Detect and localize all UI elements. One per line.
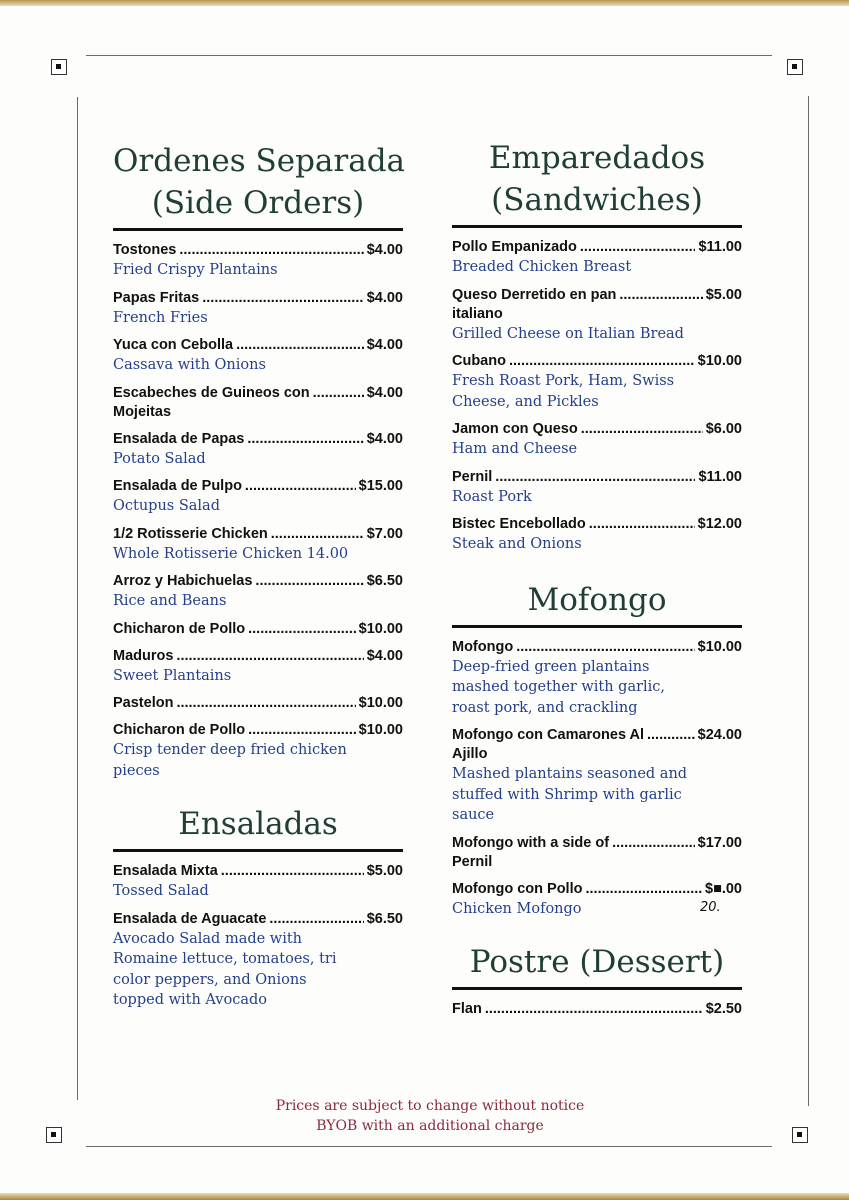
menu-item-name: Flan <box>452 1001 482 1017</box>
section-postre-dessert <box>452 941 742 1019</box>
dot-leader <box>221 862 364 881</box>
menu-item-price: $10.00 <box>358 695 403 711</box>
menu-item-description: Deep-fried green plantains mashed together with garlic, roast pork, and crackling <box>452 658 666 716</box>
corner-top-left <box>51 59 67 75</box>
menu-item-name: Ensalada de Aguacate <box>113 910 267 927</box>
menu-item-name: Tostones <box>113 242 177 258</box>
menu-item-description: Chicken Mofongo <box>452 900 582 917</box>
frame-top <box>86 55 772 56</box>
section-subtitle: (Side Orders) <box>151 185 365 221</box>
menu-item <box>113 721 403 781</box>
menu-item-line <box>113 241 403 260</box>
section-mofongo <box>452 579 742 920</box>
menu-item-name-continued: Ajillo <box>452 746 488 762</box>
menu-item <box>452 352 742 412</box>
handwritten-note: 20. <box>700 900 721 915</box>
menu-item-name: Ensalada Mixta <box>113 863 218 879</box>
menu-item-line <box>452 880 742 899</box>
menu-item-description: Tossed Salad <box>113 883 209 899</box>
menu-item-line <box>452 286 742 305</box>
menu-item-price: $7.00 <box>366 525 403 542</box>
menu-item-description: Potato Salad <box>113 450 206 467</box>
menu-item-price: $6.50 <box>366 573 403 589</box>
menu-item-price: $■.00 <box>705 880 742 897</box>
section-title: Emparedados <box>488 140 706 176</box>
menu-item-price: $17.00 <box>697 834 742 851</box>
menu-item-price: $15.00 <box>358 478 403 494</box>
menu-item-price: $12.00 <box>697 516 742 532</box>
section-rule <box>452 987 742 990</box>
dot-leader <box>612 834 695 853</box>
section-ordenes-separada <box>113 140 406 781</box>
section-rule <box>113 849 403 852</box>
menu-item-price: $5.00 <box>705 286 742 303</box>
menu-item-name: Chicharon de Pollo <box>113 722 246 738</box>
menu-item-name: Jamon con Queso <box>452 421 578 437</box>
menu-item-description: Grilled Cheese on Italian Bread <box>452 325 684 342</box>
page-edge-bottom <box>0 1193 849 1200</box>
menu-item-name: Pollo Empanizado <box>452 239 577 255</box>
menu-item-line <box>113 477 403 496</box>
menu-item-price: $2.50 <box>705 1001 742 1017</box>
menu-item-description: Ham and Cheese <box>452 441 578 457</box>
dot-leader <box>313 384 364 403</box>
dot-leader <box>236 336 364 355</box>
dot-leader <box>589 515 695 534</box>
dot-leader <box>255 572 363 591</box>
menu-item <box>113 862 403 902</box>
menu-item <box>113 477 403 517</box>
corner-top-right <box>787 59 803 75</box>
frame-bottom <box>86 1146 772 1147</box>
menu-item-line <box>113 694 403 713</box>
menu-item-description: Breaded Chicken Breast <box>452 259 632 275</box>
menu-item-description: Rice and Beans <box>113 593 227 609</box>
left-column <box>113 140 406 1019</box>
menu-item-name: Arroz y Habichuelas <box>113 573 253 589</box>
section-ensaladas <box>113 803 403 1011</box>
frame-right <box>808 96 809 1106</box>
menu-item-description: French Fries <box>113 309 208 326</box>
menu-item-name: Queso Derretido en pan <box>452 286 617 303</box>
menu-item-price: $10.00 <box>358 722 403 738</box>
menu-item-price: $10.00 <box>697 353 742 369</box>
menu-footer <box>210 1096 650 1136</box>
menu-item <box>452 834 742 872</box>
menu-item-line <box>452 420 742 439</box>
dot-leader <box>271 525 364 544</box>
dot-leader <box>516 638 694 657</box>
menu-item-price: $5.00 <box>366 863 403 879</box>
dot-leader <box>176 694 355 713</box>
menu-item-line <box>452 352 742 371</box>
menu-item-line <box>113 910 403 929</box>
menu-item-price: $4.00 <box>366 430 403 447</box>
menu-item-name: Mofongo with a side of <box>452 834 610 851</box>
menu-item-price: $11.00 <box>698 239 742 255</box>
menu-item-description: Crisp tender deep fried chicken pieces <box>113 742 347 779</box>
menu-item-name: Pernil <box>452 468 493 485</box>
menu-item <box>113 694 403 713</box>
menu-item-line <box>452 238 742 257</box>
menu-item <box>113 430 403 470</box>
menu-item-description: Mashed plantains seasoned and stuffed with Shrimp with garlic sauce <box>452 766 688 823</box>
section-title: Ensaladas <box>178 806 338 842</box>
dot-leader <box>269 910 363 929</box>
menu-item <box>113 620 403 639</box>
menu-item <box>113 336 403 376</box>
menu-item-price: $4.00 <box>366 337 403 353</box>
menu-item-line <box>113 620 403 639</box>
menu-item-name: Chicharon de Pollo <box>113 620 246 637</box>
section-subtitle: (Sandwiches) <box>491 182 703 218</box>
footer-price-notice: Prices are subject to change without notice <box>275 1098 585 1114</box>
menu-item-name: Yuca con Cebolla <box>113 337 234 353</box>
menu-item-name: Ensalada de Papas <box>113 430 245 447</box>
menu-item-description: Whole Rotisserie Chicken 14.00 <box>113 545 349 562</box>
page-edge-top <box>0 0 849 6</box>
menu-item-line <box>452 834 742 853</box>
menu-item-description: Sweet Plantains <box>113 667 232 684</box>
menu-item-line <box>113 430 403 449</box>
menu-item-name-continued: italiano <box>452 305 503 322</box>
menu-item-name: Escabeches de Guineos con <box>113 384 310 401</box>
menu-item-price: $6.00 <box>705 421 742 437</box>
menu-item-line <box>113 525 403 544</box>
corner-bottom-right <box>792 1127 808 1143</box>
dot-leader <box>647 726 695 745</box>
menu-item-description: Fresh Roast Pork, Ham, Swiss Cheese, and Pickles <box>452 373 675 410</box>
dot-leader <box>509 352 695 371</box>
dot-leader <box>176 647 363 666</box>
menu-item <box>452 238 742 278</box>
frame-left <box>77 97 78 1100</box>
menu-item-line <box>113 721 403 740</box>
menu-item-description: Avocado Salad made with Romaine lettuce, tomatoes, tri color peppers, and Onions topped with Avocado <box>113 930 337 1008</box>
dot-leader <box>580 238 696 257</box>
menu-item-price: $10.00 <box>697 638 742 655</box>
menu-item-name: Maduros <box>113 647 174 664</box>
menu-item <box>452 286 742 345</box>
menu-item <box>113 384 403 422</box>
section-title: Postre (Dessert) <box>469 944 725 980</box>
menu-item <box>452 515 742 555</box>
dot-leader <box>248 620 356 639</box>
menu-item-name: Mofongo <box>452 638 514 655</box>
section-title: Ordenes Separada <box>113 143 406 179</box>
menu-item-name: Mofongo con Camarones Al <box>452 727 644 743</box>
footer-byob-notice: BYOB with an additional charge <box>316 1118 544 1134</box>
dot-leader <box>581 420 703 439</box>
menu-item-line <box>452 468 742 487</box>
menu-item-line <box>113 384 403 403</box>
dot-leader <box>485 1000 703 1019</box>
menu-item-name-continued: Mojeitas <box>113 403 172 420</box>
menu-item-line <box>452 726 742 745</box>
section-rule <box>452 625 742 628</box>
menu-item-price: $4.00 <box>366 647 403 664</box>
menu-item <box>113 241 403 281</box>
menu-item-name: Bistec Encebollado <box>452 516 586 532</box>
dot-leader <box>247 430 363 449</box>
menu-item-price: $4.00 <box>366 289 403 306</box>
menu-item <box>452 880 742 920</box>
corner-bottom-left <box>46 1127 62 1143</box>
menu-item-line <box>113 862 403 881</box>
menu-item <box>113 572 403 612</box>
menu-item-name: Ensalada de Pulpo <box>113 478 242 494</box>
menu-item-price: $10.00 <box>358 620 403 637</box>
menu-item <box>113 647 403 687</box>
menu-item <box>452 726 742 826</box>
section-emparedados <box>452 137 742 555</box>
menu-item-name: Pastelon <box>113 695 174 711</box>
menu-item <box>452 638 742 719</box>
dot-leader <box>202 289 363 308</box>
menu-item <box>113 525 403 565</box>
menu-item <box>113 910 403 1011</box>
menu-item <box>113 289 403 329</box>
section-rule <box>452 225 742 228</box>
dot-leader <box>179 241 363 260</box>
section-title: Mofongo <box>527 581 667 618</box>
menu-item-name: Cubano <box>452 353 506 369</box>
section-rule <box>113 228 403 231</box>
dot-leader <box>619 286 702 305</box>
menu-item-description: Roast Pork <box>452 488 532 505</box>
dot-leader <box>495 468 695 487</box>
menu-item-description: Cassava with Onions <box>113 357 266 373</box>
menu-item-description: Octupus Salad <box>113 498 220 514</box>
menu-item-line <box>113 336 403 355</box>
menu-item-line <box>113 647 403 666</box>
menu-item-line <box>452 515 742 534</box>
menu-item-price: $4.00 <box>366 384 403 401</box>
menu-item-line <box>113 289 403 308</box>
menu-item-price: $11.00 <box>698 468 742 485</box>
right-column <box>452 137 742 1027</box>
menu-item-price: $6.50 <box>366 910 403 927</box>
dot-leader <box>585 880 702 899</box>
menu-item <box>452 420 742 460</box>
menu-item-price: $24.00 <box>697 727 742 743</box>
menu-item-name-continued: Pernil <box>452 853 493 870</box>
menu-item-line <box>452 638 742 657</box>
menu-item-name: Papas Fritas <box>113 289 200 306</box>
dot-leader <box>248 721 356 740</box>
menu-item-name: Mofongo con Pollo <box>452 880 583 897</box>
menu-item <box>452 1000 742 1019</box>
menu-item-line <box>452 1000 742 1019</box>
menu-item-line <box>113 572 403 591</box>
dot-leader <box>245 477 356 496</box>
menu-item-name: 1/2 Rotisserie Chicken <box>113 525 268 542</box>
menu-item <box>452 468 742 508</box>
menu-item-price: $4.00 <box>366 242 403 258</box>
menu-item-description: Fried Crispy Plantains <box>113 262 278 278</box>
menu-item-description: Steak and Onions <box>452 536 582 552</box>
